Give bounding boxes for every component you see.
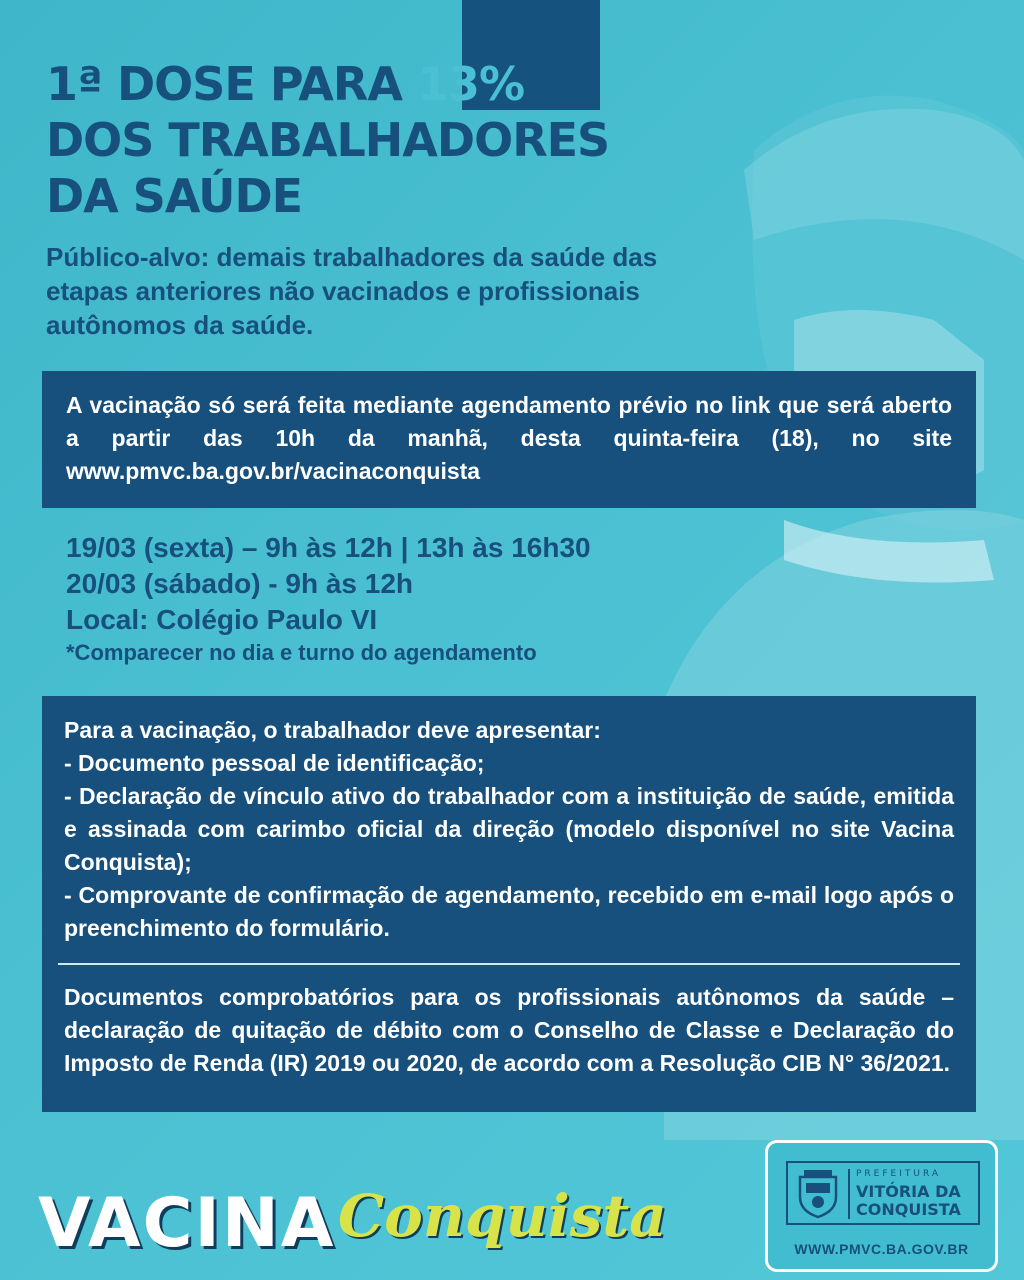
schedule-note: *Comparecer no dia e turno do agendamento	[66, 640, 537, 665]
autonomos-text: Documentos comprobatórios para os profissionais autônomos da saúde – declaração de quitação de débito com o Conselho de Classe e Declaração do Imposto de Renda (IR) 2019 ou 2020, de acordo com a Resolução CIB N° 36/2021.	[64, 984, 954, 1076]
requirement-item: - Documento pessoal de identificação;	[64, 750, 485, 776]
requirements-intro: Para a vacinação, o trabalhador deve apresentar:	[64, 717, 601, 743]
title-line1-pre: 1ª DOSE PARA	[46, 57, 417, 111]
subtitle: Público-alvo: demais trabalhadores da saúde das etapas anteriores não vacinados e profissionais autônomos da saúde.	[46, 242, 658, 340]
title-line2: DOS TRABALHADORES	[46, 113, 610, 167]
schedule-location: Local: Colégio Paulo VI	[66, 604, 378, 635]
divider	[58, 963, 960, 965]
notice-text: A vacinação só será feita mediante agendamento prévio no link que será aberto a partir das 10h da manhã, desta quinta-feira (18), no site www.pmvc.ba.gov.br/vacinaconquista	[66, 392, 952, 484]
schedule-block	[66, 530, 591, 668]
title-line3: DA SAÚDE	[46, 169, 303, 223]
brand-conquista: Conquista	[338, 1182, 667, 1250]
title-highlight: 13%	[416, 57, 525, 111]
logo-city-name: VITÓRIA DA CONQUISTA	[856, 1182, 961, 1219]
brand-vacina: VACINA	[38, 1184, 336, 1263]
requirements-panel	[42, 696, 976, 1112]
city-crest-icon	[792, 1167, 844, 1219]
logo-separator	[848, 1169, 850, 1219]
page-title	[46, 56, 609, 224]
schedule-line-1: 19/03 (sexta) – 9h às 12h | 13h às 16h30	[66, 532, 591, 563]
prefeitura-logo	[765, 1140, 998, 1272]
logo-url: WWW.PMVC.BA.GOV.BR	[794, 1241, 969, 1257]
requirement-item: - Comprovante de confirmação de agendamento, recebido em e-mail logo após o preenchimento do formulário.	[64, 882, 954, 941]
notice-panel	[42, 371, 976, 508]
logo-frame	[786, 1161, 980, 1225]
requirement-item: - Declaração de vínculo ativo do trabalhador com a instituição de saúde, emitida e assinada com carimbo oficial da direção (modelo disponível no site Vacina Conquista);	[64, 783, 954, 875]
logo-prefeitura: PREFEITURA	[856, 1169, 942, 1179]
schedule-line-2: 20/03 (sábado) - 9h às 12h	[66, 568, 414, 599]
